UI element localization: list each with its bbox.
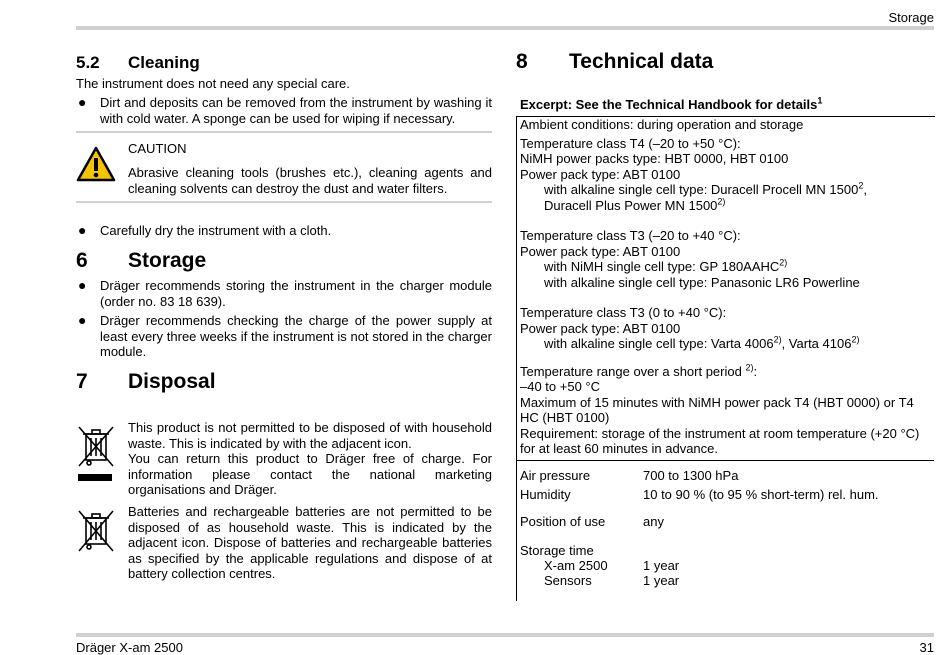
table-row: Humidity 10 to 90 % (to 95 % short-term) rel. hum. — [520, 486, 879, 502]
chapter-title: Disposal — [128, 370, 216, 393]
bullet-text: Dirt and deposits can be removed from the instrument by washing it with cold water. A sponge can be used for wiping if necessary. — [100, 95, 492, 126]
disposal-text: This product is not permitted to be disposed of with household waste. This is indicated by with the adjacent icon. You can return this product to Dräger free of charge. For information please contact the national marketing organisations and Dräger. — [128, 420, 492, 497]
bullet-icon: ● — [78, 277, 87, 293]
table-row: Power pack type: ABT 0100 — [520, 320, 681, 336]
chapter-title: Storage — [128, 249, 207, 272]
paragraph: The instrument does not need any special care. — [76, 76, 350, 91]
table-row: Duracell Plus Power MN 1500$^{2)}$ — [544, 196, 726, 213]
chapter-number: 7 — [76, 370, 88, 393]
excerpt-note: Excerpt: See the Technical Handbook for details$^1$ — [520, 95, 823, 112]
table-row: Temperature class T3 (–20 to +40 °C): — [520, 228, 741, 243]
table-row: Power pack type: ABT 0100 — [520, 166, 681, 182]
table-row: Requirement: storage of the instrument at room temperature (+20 °C) for at least 60 minutes in advance. — [520, 425, 920, 456]
table-row: Power pack type: ABT 0100 — [520, 243, 681, 259]
caution-text: Abrasive cleaning tools (brushes etc.), cleaning agents and cleaning solvents can destroy the dust and water filters. — [128, 165, 492, 196]
table-row: Sensors 1 year — [544, 573, 680, 588]
table-row: X-am 2500 1 year — [544, 557, 680, 573]
tech-table-lower — [520, 468, 932, 589]
footer-title: Dräger X-am 2500 — [76, 640, 183, 655]
table-row: NiMH power packs type: HBT 0000, HBT 0100 — [520, 151, 789, 166]
chapter-number: 6 — [76, 249, 88, 272]
crossed-bin-icon — [76, 508, 116, 554]
page-number: 31 — [919, 640, 934, 655]
tech-table-left-border — [516, 461, 517, 601]
table-row: Air pressure 700 to 1300 hPa — [520, 468, 739, 483]
chapter-number: 8 — [516, 50, 528, 73]
table-row: Storage time — [520, 542, 594, 558]
tech-table-cell — [520, 117, 932, 457]
section-number: 5.2 — [76, 53, 100, 72]
running-header: Storage — [888, 10, 934, 25]
caution-top-rule — [76, 131, 492, 133]
bullet-text: Dräger recommends checking the charge of the power supply at least every three weeks if the instrument is not stored in the charger module. — [100, 313, 492, 359]
tech-table-divider — [516, 460, 934, 461]
table-row: Temperature class T3 (0 to +40 °C): — [520, 305, 727, 320]
section-title: Cleaning — [128, 53, 200, 72]
header-rule — [76, 26, 934, 30]
caution-bottom-rule — [76, 201, 492, 203]
table-row: Position of use any — [520, 514, 664, 529]
chapter-title: Technical data — [569, 50, 714, 73]
caution-title: CAUTION — [128, 141, 187, 156]
table-row: with alkaline single cell type: Duracell Procell MN 1500$^2$, — [544, 180, 867, 197]
bullet-icon: ● — [78, 312, 87, 328]
table-row: –40 to +50 °C — [520, 379, 601, 394]
table-row: with alkaline single cell type: Panasonic LR6 Powerline — [544, 274, 860, 290]
bullet-text: Dräger recommends storing the instrument in the charger module (order no. 83 18 639). — [100, 278, 492, 309]
table-row: Temperature range over a short period $^{2)}$: — [520, 362, 758, 379]
table-row: with alkaline single cell type: Varta 4006$^{2)}$, Varta 4106$^{2)}$ — [544, 334, 860, 351]
table-row: Temperature class T4 (–20 to +50 °C): — [520, 135, 741, 151]
battery-disposal-text: Batteries and rechargeable batteries are not permitted to be disposed of as household waste. This is indicated by the adjacent icon. Dispose of batteries and rechargeable batteries as specified by the applicable regulations and dispose of at battery collection centres. — [128, 504, 492, 581]
bullet-text: Carefully dry the instrument with a cloth. — [100, 223, 332, 238]
table-row: Ambient conditions: during operation and storage — [520, 117, 804, 132]
warning-icon — [76, 146, 116, 182]
footer-rule — [76, 633, 934, 637]
table-row: with NiMH single cell type: GP 180AAHC$^{2)}$ — [544, 257, 788, 274]
crossed-bin-icon — [76, 422, 116, 484]
bullet-icon: ● — [78, 94, 87, 110]
table-row: Maximum of 15 minutes with NiMH power pack T4 (HBT 0000) or T4 HC (HBT 0100) — [520, 394, 914, 425]
bullet-icon: ● — [78, 222, 87, 238]
